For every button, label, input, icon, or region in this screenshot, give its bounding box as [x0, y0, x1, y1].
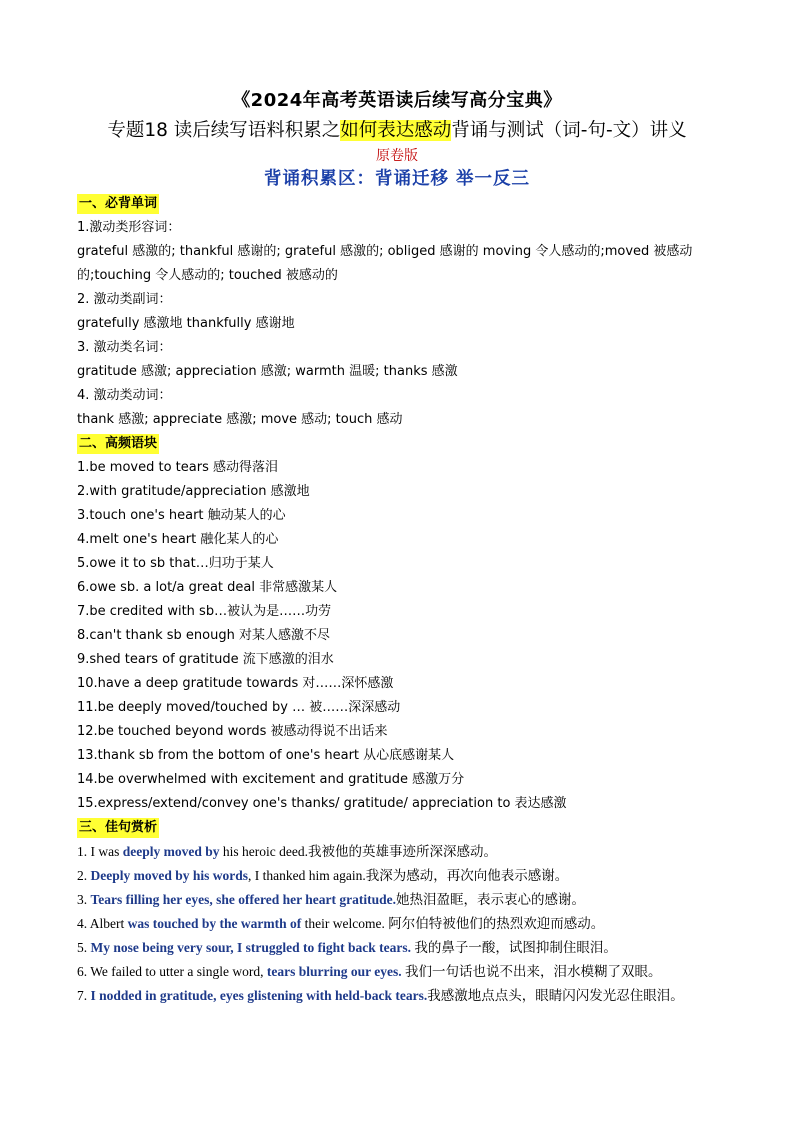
list-item: 7.be credited with sb…被认为是……功劳 [77, 604, 332, 619]
sentence-item [77, 864, 727, 888]
subtitle-highlight: 如何表达感动 [340, 120, 452, 141]
sentence-text: 5. [77, 940, 91, 955]
section-heading-sentences: 三、佳句赏析 [77, 818, 159, 838]
document-title: 《2024年高考英语读后续写高分宝典》 [232, 90, 562, 111]
sentence-text: 我们一句话也说不出来，泪水模糊了双眼。 [401, 964, 662, 979]
sentence-key-phrase: My nose being very sour, I struggled to fight back tears. [90, 940, 411, 955]
adverb-label: 2. 激动类副词： [77, 292, 172, 307]
adjective-list: grateful 感激的; thankful 感谢的; grateful 感激的; obliged 感谢的 moving 令人感动的;moved 被感动的;touching 令人感动的; touched 被感动的 [77, 244, 693, 283]
sentence-key-phrase: was touched by the warmth of [127, 916, 302, 931]
subtitle-suffix: 背诵与测试（词-句-文）讲义 [451, 120, 687, 141]
document-body [77, 192, 727, 1008]
list-item: 2.with gratitude/appreciation 感激地 [77, 484, 310, 499]
list-item: 14.be overwhelmed with excitement and gratitude 感激万分 [77, 772, 465, 787]
noun-list: gratitude 感激; appreciation 感激; warmth 温暖; thanks 感激 [77, 364, 458, 379]
list-item: 13.thank sb from the bottom of one's heart 从心底感谢某人 [77, 748, 455, 763]
list-item: 4.melt one's heart 融化某人的心 [77, 532, 279, 547]
subtitle-prefix: 专题18 读后续写语料积累之 [107, 120, 341, 141]
sentence-item [77, 888, 727, 912]
sentence-key-phrase: Deeply moved by his words [90, 868, 249, 883]
sentence-text: 她热泪盈眶，表示衷心的感谢。 [395, 892, 585, 907]
list-item: 6.owe sb. a lot/a great deal 非常感激某人 [77, 580, 338, 595]
sentence-key-phrase: Tears filling her eyes, she offered her heart gratitude. [90, 892, 396, 907]
list-item: 12.be touched beyond words 被感动得说不出话来 [77, 724, 388, 739]
sentence-text: 1. I was [77, 844, 123, 859]
version-label: 原卷版 [376, 148, 418, 164]
document-subtitle [0, 116, 794, 142]
sentence-text: 4. Albert [77, 916, 128, 931]
section-heading-words: 一、必背单词 [77, 194, 159, 214]
sentence-text: , I thanked him again.我深为感动，再次向他表示感谢。 [248, 868, 569, 883]
zone-heading: 背诵积累区：背诵迁移 举一反三 [263, 169, 531, 189]
sentence-text: 我的鼻子一酸，试图抑制住眼泪。 [411, 940, 617, 955]
sentence-item [77, 936, 727, 960]
sentence-text: their welcome. 阿尔伯特被他们的热烈欢迎而感动。 [301, 916, 605, 931]
sentence-item [77, 912, 727, 936]
list-item: 1.be moved to tears 感动得落泪 [77, 460, 278, 475]
sentence-text: 2. [77, 868, 91, 883]
verb-list: thank 感激; appreciate 感激; move 感动; touch 感动 [77, 412, 403, 427]
list-item: 3.touch one's heart 触动某人的心 [77, 508, 286, 523]
sentence-item [77, 960, 727, 984]
adjective-label: 1.激动类形容词： [77, 220, 181, 235]
list-item: 5.owe it to sb that…归功于某人 [77, 556, 274, 571]
list-item: 15.express/extend/convey one's thanks/ gratitude/ appreciation to 表达感激 [77, 796, 567, 811]
sentence-text: 6. We failed to utter a single word, [77, 964, 267, 979]
list-item: 10.have a deep gratitude towards 对……深怀感激 [77, 676, 394, 691]
sentence-text: 我感激地点点头，眼睛闪闪发光忍住眼泪。 [427, 988, 684, 1003]
sentence-item [77, 840, 727, 864]
sentence-item [77, 984, 727, 1008]
section-heading-chunks: 二、高频语块 [77, 434, 159, 454]
sentence-text: 3. [77, 892, 91, 907]
sentence-key-phrase: I nodded in gratitude, eyes glistening with held-back tears. [90, 988, 428, 1003]
adverb-list: gratefully 感激地 thankfully 感谢地 [77, 316, 295, 331]
sentence-key-phrase: tears blurring our eyes. [266, 964, 402, 979]
noun-label: 3. 激动类名词： [77, 340, 172, 355]
list-item: 9.shed tears of gratitude 流下感激的泪水 [77, 652, 334, 667]
sentence-text: his heroic deed.我被他的英雄事迹所深深感动。 [219, 844, 497, 859]
sentence-text: 7. [77, 988, 91, 1003]
list-item: 8.can't thank sb enough 对某人感激不尽 [77, 628, 330, 643]
list-item: 11.be deeply moved/touched by … 被……深深感动 [77, 700, 401, 715]
verb-label: 4. 激动类动词： [77, 388, 172, 403]
sentence-key-phrase: deeply moved by [122, 844, 220, 859]
